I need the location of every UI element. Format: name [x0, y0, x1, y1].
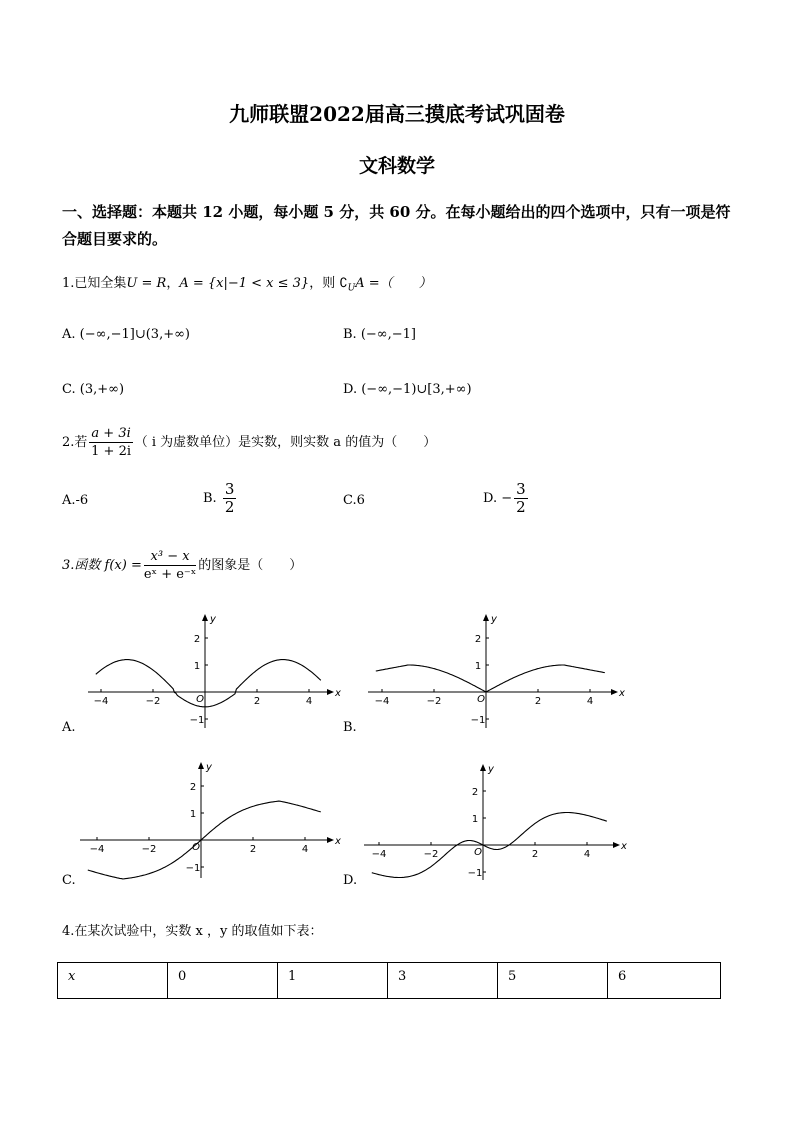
option-value: 6 — [356, 493, 365, 508]
section-heading: 一、选择题：本题共 12 小题，每小题 5 分，共 60 分。在每小题给出的四个选项中，只有一项是符合题目要求的。 — [62, 203, 731, 248]
fraction-numerator: x³ − x — [144, 548, 196, 566]
q3-tail: 的图象是（ ） — [198, 558, 303, 573]
x-tick-label: 4 — [301, 844, 309, 855]
x-tick-label: 2 — [253, 696, 261, 707]
y-axis-label: y — [210, 614, 216, 625]
graph-label-a[interactable]: A. — [62, 720, 76, 735]
x-arrow-icon — [611, 689, 618, 695]
table-cell: 1 — [278, 963, 388, 999]
fraction-numerator: a + 3i — [91, 426, 131, 441]
x-tick-label: 4 — [586, 696, 594, 707]
x-tick-label: −2 — [145, 696, 161, 707]
y-arrow-icon — [202, 614, 208, 621]
x-tick-label: −4 — [89, 844, 105, 855]
q1-set-a: A = {x|−1 < x ≤ 3} — [179, 276, 310, 291]
y-arrow-icon — [198, 762, 204, 769]
graph-label-c[interactable]: C. — [62, 873, 76, 888]
option-label: C. — [62, 382, 76, 397]
y-tick-label: 2 — [474, 634, 482, 645]
x-axis-label: x — [621, 841, 627, 852]
x-tick-label: 4 — [583, 849, 591, 860]
option-value: (3,+∞) — [79, 382, 125, 397]
x-tick-label: −2 — [141, 844, 157, 855]
y-tick-label: 2 — [189, 782, 197, 793]
fraction-numerator: 3 — [516, 480, 526, 498]
option-label: D. — [483, 491, 498, 506]
fraction-denominator: 1 + 2i — [91, 444, 131, 459]
table-cell: 3 — [388, 963, 498, 999]
y-tick-label: 1 — [474, 661, 482, 672]
table-cell: 0 — [168, 963, 278, 999]
option-label: D. — [343, 382, 358, 397]
question-4: 4.在某次试验中，实数 x ，y 的取值如下表： — [62, 924, 323, 939]
y-tick-label: 2 — [471, 787, 479, 798]
x-arrow-icon — [613, 842, 620, 848]
q4-table — [57, 962, 721, 999]
y-tick-label: −1 — [185, 863, 201, 874]
x-arrow-icon — [327, 689, 334, 695]
page-subtitle: 文科数学 — [358, 155, 435, 177]
page-title: 九师联盟2022届高三摸底考试巩固卷 — [229, 102, 565, 126]
x-tick-label: 2 — [249, 844, 257, 855]
y-tick-label: 2 — [193, 634, 201, 645]
x-axis-label: x — [335, 688, 341, 699]
table-cell: 5 — [498, 963, 608, 999]
q1-tail-end: A =（ ） — [355, 276, 432, 291]
y-tick-label: −1 — [189, 715, 205, 726]
q1-tail-sub: U — [347, 283, 356, 294]
y-tick-label: −1 — [467, 868, 483, 879]
option-label: A. — [62, 327, 76, 342]
y-arrow-icon — [480, 764, 486, 771]
y-tick-label: 1 — [193, 661, 201, 672]
fraction-numerator: 3 — [224, 480, 235, 498]
option-value: (−∞,−1]∪(3,+∞) — [79, 327, 190, 342]
x-tick-label: 2 — [534, 696, 542, 707]
x-tick-label: −4 — [371, 849, 387, 860]
option-label: B. — [203, 491, 217, 506]
y-tick-label: −1 — [470, 715, 486, 726]
graph-label-d[interactable]: D. — [343, 873, 358, 888]
q2-tail: （ i 为虚数单位）是实数，则实数 a 的值为（ ） — [134, 435, 437, 450]
y-tick-label: 1 — [189, 809, 197, 820]
fraction-denominator: 2 — [516, 498, 526, 516]
option-label: B. — [343, 327, 357, 342]
q1-prefix: 1.已知全集 — [62, 276, 127, 291]
curve-b — [376, 665, 605, 692]
x-arrow-icon — [327, 837, 334, 843]
table-cell: x — [58, 963, 168, 999]
x-tick-label: −2 — [423, 849, 439, 860]
curve-a — [93, 660, 321, 707]
y-axis-label: y — [488, 764, 494, 775]
x-tick-label: 4 — [305, 696, 313, 707]
q1-sep: ， — [166, 276, 180, 291]
option-value: (−∞,−1] — [360, 327, 416, 342]
x-tick-label: −4 — [374, 696, 390, 707]
origin-label: O — [474, 847, 482, 858]
q1-tail: ，则 ∁ — [309, 276, 348, 291]
y-tick-label: 1 — [471, 814, 479, 825]
fraction-denominator: eˣ + e⁻ˣ — [143, 567, 197, 582]
option-label: A. — [62, 493, 76, 508]
table-cell: 6 — [608, 963, 721, 999]
y-axis-label: y — [491, 614, 497, 625]
q2-prefix: 2.若 — [62, 435, 88, 450]
option-value: (−∞,−1)∪[3,+∞) — [361, 382, 472, 397]
q3-prefix: 3.函数 f(x) = — [62, 558, 142, 573]
table-row — [58, 963, 721, 999]
graph-label-b[interactable]: B. — [343, 720, 357, 735]
y-arrow-icon — [483, 614, 489, 621]
x-axis-label: x — [335, 836, 341, 847]
origin-label: O — [477, 694, 485, 705]
option-value: -6 — [75, 493, 89, 508]
option-label: C. — [343, 493, 357, 508]
x-tick-label: −4 — [93, 696, 109, 707]
q1-set-u: U = R — [126, 276, 167, 291]
origin-label: O — [196, 694, 204, 705]
x-tick-label: −2 — [426, 696, 442, 707]
x-tick-label: 2 — [531, 849, 539, 860]
y-axis-label: y — [206, 762, 212, 773]
option-sign: − — [501, 491, 513, 506]
origin-label: O — [192, 842, 200, 853]
x-axis-label: x — [619, 688, 625, 699]
fraction-denominator: 2 — [224, 498, 235, 516]
